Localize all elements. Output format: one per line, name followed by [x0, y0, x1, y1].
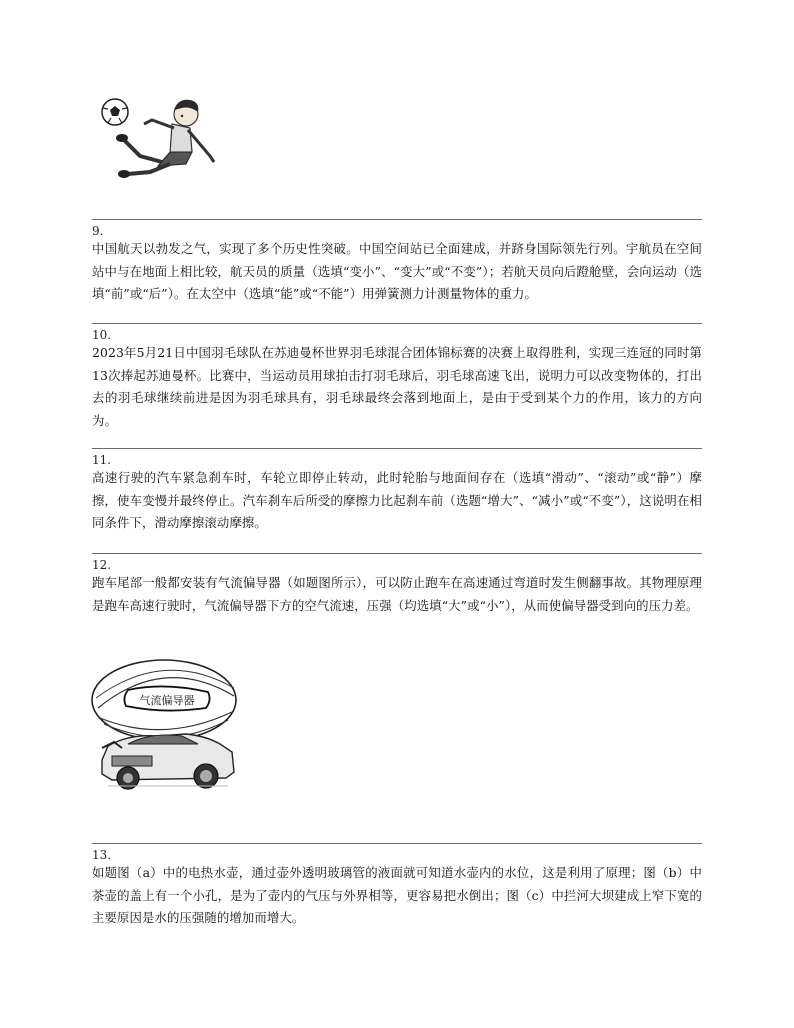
question-text: 如题图（a）中的电热水壶，通过壶外透明玻璃管的液面就可知道水壶内的水位，这是利用了原理；图（b）中茶壶的盖上有一个小孔，是为了壶内的气压与外界相等，更容易把水倒出；图（c）中拦河大坝建成上窄下宽的主要原因是水的压强随的增加而增大。: [92, 865, 702, 925]
question-number: 12.: [92, 558, 112, 572]
divider: [92, 323, 702, 324]
question-text: 中国航天以勃发之气，实现了多个历史性突破。中国空间站已全面建成，并跻身国际领先行列。宇航员在空间站中与在地面上相比较，航天员的质量（选填“变小”、“变大”或“不变”）；若航天员向后蹬舱壁，会向运动（选填“前”或“后”）。在太空中（选填“能”或“不能”）用弹簧测力计测量物体的重力。: [92, 241, 702, 301]
question-text: 跑车尾部一般都安装有气流偏导器（如题图所示），可以防止跑车在高速通过弯道时发生侧翻事故。其物理原理是跑车高速行驶时，气流偏导器下方的空气流速，压强（均选填“大”或“小”），从而使偏导器受到向的压力差。: [92, 575, 702, 613]
question-10: [92, 323, 702, 432]
question-13: [92, 843, 702, 930]
soccer-kick-illustration: [90, 94, 220, 180]
divider: [92, 219, 702, 220]
question-number: 10.: [92, 328, 112, 342]
question-9: [92, 219, 702, 306]
question-12: [92, 553, 702, 617]
divider: [92, 448, 702, 449]
soccer-kick-drawing: [90, 94, 220, 180]
sports-car-drawing: [88, 648, 244, 804]
question-number: 13.: [92, 848, 112, 862]
divider: [92, 553, 702, 554]
sports-car-spoiler-illustration: [88, 648, 244, 804]
spoiler-label: 气流偏导器: [139, 694, 195, 707]
question-number: 11.: [92, 453, 112, 467]
divider: [92, 843, 702, 844]
question-text: 2023年5月21日中国羽毛球队在苏迪曼杯世界羽毛球混合团体锦标赛的决赛上取得胜利，实现三连冠的同时第13次捧起苏迪曼杯。比赛中，当运动员用球拍击打羽毛球后，羽毛球高速飞出，说明力可以改变物体的，打出去的羽毛球继续前进是因为羽毛球具有，羽毛球最终会落到地面上，是由于受到某个力的作用，该力的方向为。: [92, 345, 702, 428]
question-text: 高速行驶的汽车紧急刹车时，车轮立即停止转动，此时轮胎与地面间存在（选填“滑动”、“滚动”或“静”）摩擦，使车变慢并最终停止。汽车刹车后所受的摩擦力比起刹车前（选题“增大”、“减小”或“不变”），这说明在相同条件下，滑动摩擦滚动摩擦。: [92, 470, 702, 530]
question-number: 9.: [92, 224, 104, 238]
question-11: [92, 448, 702, 535]
